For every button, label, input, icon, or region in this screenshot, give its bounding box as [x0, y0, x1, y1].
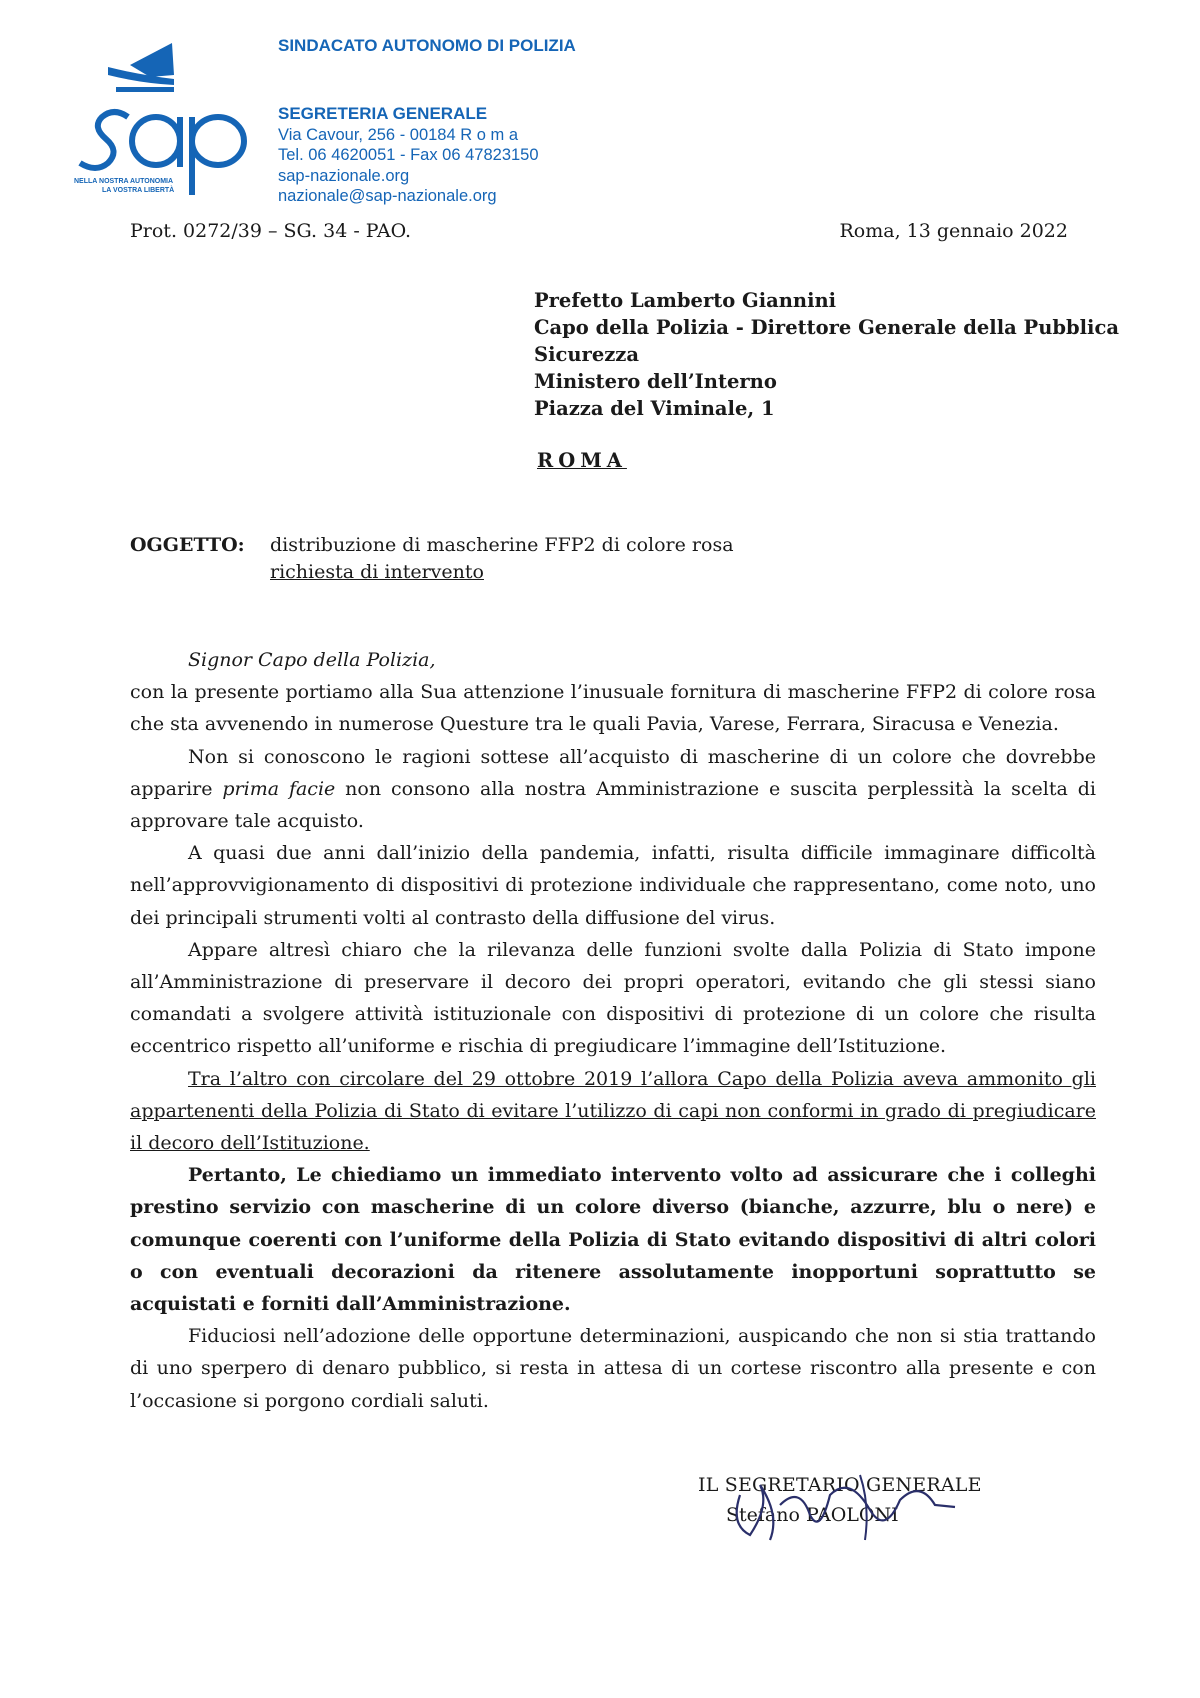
org-contact-block [278, 104, 539, 207]
paragraph: con la presente portiamo alla Sua attenzione l’inusuale fornitura di mascherine FFP2 di colore rosa che sta avvenendo in numerose Questure tra le quali Pavia, Varese, Ferrara, Siracusa e Venezia. [130, 681, 1096, 736]
paragraph: A quasi due anni dall’inizio della pandemia, infatti, risulta difficile immaginare difficoltà nell’approvvigionamento di dispositivi di protezione individuale che rappresentano, come noto, uno dei principali strumenti volti al contrasto della diffusione del virus. [130, 842, 1096, 929]
subject-text [270, 532, 734, 586]
recipient-line: Piazza del Viminale, 1 [534, 397, 775, 420]
recipient-line: Prefetto Lamberto Giannini [534, 289, 837, 312]
handwritten-signature [720, 1465, 960, 1545]
signature-name: Stefano PAOLONI [726, 1504, 899, 1526]
subject-line: distribuzione di mascherine FFP2 di colore rosa [270, 534, 734, 556]
paragraph: Appare altresì chiaro che la rilevanza delle funzioni svolte dalla Polizia di Stato impone all’Amministrazione di preservare il decoro dei propri operatori, evitando che gli stessi siano comandati a svolgere attività istituzionale con dispositivi di protezione di un colore che risulta eccentrico rispetto all’uniforme e rischia di pregiudicare l’immagine dell’Istituzione. [130, 938, 1096, 1058]
subject-label: OGGETTO: [130, 534, 245, 556]
svg-text:NELLA NOSTRA AUTONOMIA: NELLA NOSTRA AUTONOMIA [74, 178, 174, 185]
letter-date: Roma, 13 gennaio 2022 [839, 220, 1068, 242]
subject-line: richiesta di intervento [270, 561, 484, 583]
recipient-line: Sicurezza [534, 343, 640, 366]
email-link[interactable]: nazionale@sap-nazionale.org [278, 187, 497, 205]
signature-title: IL SEGRETARIO GENERALE [698, 1474, 982, 1496]
paragraph: Pertanto, Le chiediamo un immediato intervento volto ad assicurare che i colleghi prestino servizio con mascherine di un colore diverso (bianche, azzurre, blu o nere) e comunque coerenti con l’uniforme della Polizia di Stato evitando dispositivi di altri colori o con eventuali decorazioni da ritenere assolutamente inopportuni soprattutto se acquistati e forniti dall’Amministrazione. [130, 1164, 1096, 1316]
recipient-block [534, 287, 1119, 422]
office-name: SEGRETERIA GENERALE [278, 104, 488, 123]
paragraph: Non si conoscono le ragioni sottese all’acquisto di mascherine di un colore che dovrebbe apparire prima facie non consono alla nostra Amministrazione e suscita perplessità la scelta di approvare tale acquisto. [130, 745, 1096, 833]
salutation: Signor Capo della Polizia, [188, 649, 436, 671]
address: Via Cavour, 256 - 00184 R o m a [278, 125, 519, 144]
recipient-line: Capo della Polizia - Direttore Generale della Pubblica [534, 316, 1119, 339]
phone-fax: Tel. 06 4620051 - Fax 06 47823150 [278, 146, 539, 164]
recipient-line: Ministero dell’Interno [534, 370, 777, 393]
org-header [278, 36, 576, 56]
organization-name: SINDACATO AUTONOMO DI POLIZIA [278, 36, 576, 55]
protocol-number: Prot. 0272/39 – SG. 34 - PAO. [130, 220, 412, 242]
recipient-city: ROMA [537, 449, 627, 472]
letter-body [130, 644, 1096, 1417]
sap-logo [70, 35, 260, 205]
svg-text:LA VOSTRA LIBERTÀ: LA VOSTRA LIBERTÀ [102, 187, 175, 194]
paragraph: Tra l’altro con circolare del 29 ottobre 2019 l’allora Capo della Polizia aveva ammonito gli appartenenti della Polizia di Stato di evitare l’utilizzo di capi non conformi in grado di pregiudicare il decoro dell’Istituzione. [130, 1067, 1096, 1155]
website-link[interactable]: sap-nazionale.org [278, 166, 410, 185]
paragraph: Fiduciosi nell’adozione delle opportune determinazioni, auspicando che non si stia trattando di uno sperpero di denaro pubblico, si resta in attesa di un cortese riscontro alla presente e con l’occasione si porgono cordiali saluti. [130, 1325, 1096, 1412]
